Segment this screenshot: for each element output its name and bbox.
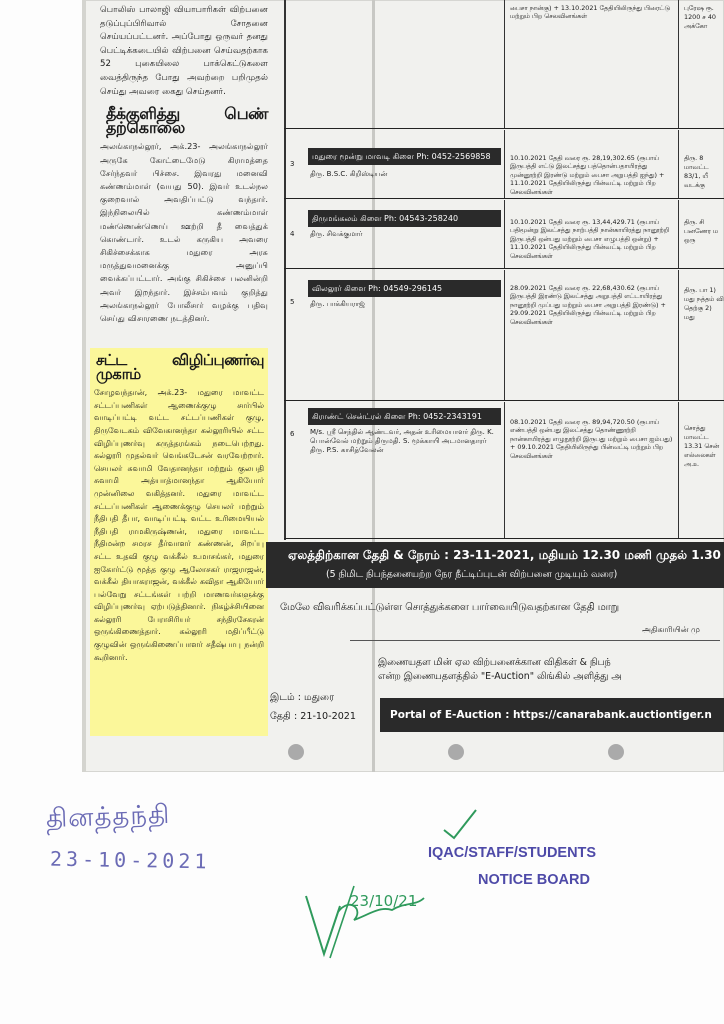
viewing-line: மேலே விவரிக்கப்பட்டுள்ள சொத்துக்களை பார்வையிடுவதற்கான தேதி மாறு [280, 602, 619, 613]
row-number: 4 [290, 230, 295, 238]
row-property: திரு. பா 1) மது நத்தம் வி தெற்கு 2) மது [684, 286, 724, 321]
column-divider [504, 402, 505, 538]
rule-divider [350, 640, 720, 641]
signature-icon [300, 866, 430, 966]
column-divider [678, 0, 679, 128]
auction-date-line: ஏலத்திற்கான தேதி & நேரம் : 23-11-2021, மதியம் 12.30 மணி முதல் 1.30 [288, 548, 721, 562]
table-row-top [284, 0, 724, 129]
handwritten-paper-date: 23-10-2021 [49, 846, 211, 874]
handwritten-paper-name: தினத்தந்தி [45, 799, 171, 835]
row-amount: 08.10.2021 தேதி வரை ரூ. 89,94,720.50 (ரூபாய் எண்பத்தி ஒன்பது இலட்சத்து தொண்ணூற்றி நான்காயிரத்து எழுநூற்றி இருபது மற்றும் பைசா ஐம்பது) + 09.10.2021 தேதியிலிருந்து பின்வட்டி மற்றும் பிற செலவினங்கள் [510, 418, 673, 460]
table-row [284, 130, 724, 199]
punch-hole [288, 744, 304, 760]
row-amount: பைசா நான்கு) + 13.10.2021 தேதியிலிருந்து பிரைட்டு மற்றும் பிற செலவினங்கள் [510, 4, 671, 21]
punch-hole [448, 744, 464, 760]
row-amount: 10.10.2021 தேதி வரை ரூ. 13,44,429.71 (ரூபாய் பதிமூன்று இலட்சத்து நாற்பத்தி நான்காயிரத்து நானூற்றி இருபத்தி ஒன்பது மற்றும் பைசா எழுபத்தி ஒன்று) + 11.10.2021 தேதியிலிருந்து பின்வட்டி மற்றும் பிற செலவினங்கள் [510, 218, 670, 260]
stamp-line-2: NOTICE BOARD [478, 872, 590, 888]
branch-heading: கிராண்ட் சென்ட்ரல் கிளை Ph: 0452-2343191 [308, 408, 501, 425]
paper-fold [82, 0, 86, 772]
story-2: அலங்காநல்லூர், அக்.23- அலங்காநல்லூர் அருகே கோட்டைமேடு கிராமத்தை சேர்ந்தவர் பிச்சை. இவரது மனைவி கண்ணம்மாள் (வயது 50). இவர் உடல்நல குறைவால் அவதிப்பட்டு வந்தார். இந்நிலையில் கண்ணம்மாள் மண்ணெண்ணெய் ஊற்றி தீ வைத்துக் கொண்டார். உடல் கருகிய அவரை சிகிச்சைக்காக மதுரை அரசு மருத்துவமனைக்கு அனுப்பி வைக்கப்பட்டார். அங்கு சிகிச்சை பலனின்றி அவர் இறந்தார். இச்சம்பவம் குறித்து அலங்காநல்லூர் போலீசார் வழக்கு பதிவு செய்து விசாரணை நடத்தினர். [100, 141, 268, 323]
signature-date-text: 23/10/21 [350, 892, 418, 910]
borrower-name: M/s. ஸ்ரீ செந்தில் ஆண்டவர், அதன் உரிமையாளர் திரு. K. பொன்வேல் மற்றும் திருமதி. S. மூக்காயி அடமானதாரர் திரு. P.S. காசித்வேலன் [310, 428, 494, 454]
place-label: இடம் : மதுரை [270, 692, 335, 703]
column-divider [504, 0, 505, 128]
portal-banner: Portal of E-Auction : https://canarabank.auctiontiger.n [380, 698, 724, 732]
row-amount: 10.10.2021 தேதி வரை ரூ. 28,19,302.65 (ரூபாய் இருபத்தி எட்டு இலட்சத்து பத்தொன்பதாயிரத்து முன்னூற்றி இரண்டு மற்றும் பைசா அறுபத்தி ஐந்து) + 11.10.2021 தேதியிலிருந்து பின்வட்டி மற்றும் பிற செலவினங்கள் [510, 154, 665, 196]
date-label: தேதி : 21-10-2021 [270, 711, 357, 722]
branch-heading: மதுரை மூன்று மாவடி கிளை Ph: 0452-2569858 [308, 148, 501, 165]
news-column [100, 4, 268, 325]
column-divider [678, 402, 679, 538]
punch-hole [608, 744, 624, 760]
column-divider [504, 270, 505, 400]
column-divider [678, 270, 679, 400]
row-property: சொத்து மாவட்ட 13.31 சென் எல்லைகள் அ.உ [684, 424, 720, 468]
borrower-name: திரு. பாக்கியராஜ் [310, 300, 365, 308]
row-number: 3 [290, 160, 295, 168]
borrower-name: திரு. B.S.C. கிறிஸ்டியன் [310, 170, 388, 178]
column-divider [678, 130, 679, 198]
table-row [284, 402, 724, 539]
headline-legal-awareness: சட்ட விழிப்புணர்வு முகாம் [96, 351, 264, 383]
row-property: திரு. சி பனணேர ம ஒரு [684, 218, 719, 244]
tick-mark-icon [440, 804, 480, 844]
column-divider [504, 130, 505, 198]
row-amount: 28.09.2021 தேதி வரை ரூ. 22,68,430.62 (ரூபாய் இருபத்தி இரண்டு இலட்சத்து அறுபத்தி எட்டாயிரத்து நானூற்றி முப்பது மற்றும் பைசா அறுபத்தி இரண்டு) + 29.09.2021 தேதியிலிருந்து பின்வட்டி மற்றும் பிற செலவினங்கள் [510, 284, 666, 326]
row-number: 6 [290, 430, 295, 438]
auction-rules [378, 656, 622, 684]
branch-heading: விலலூர் கிளை Ph: 04549-296145 [308, 280, 501, 297]
branch-heading: திருமங்கலம் கிளை Ph: 04543-258240 [308, 210, 501, 227]
auction-table [284, 0, 724, 540]
table-row [284, 200, 724, 269]
story-1-tail: பொலிஸ் பாலாஜி வியாபாரிகள் விற்பனை தடுப்புப்பிரிவால் சோதனை செய்யப்பட்டனர். அப்போது ஒருவர் தனது பெட்டிக்கடையில் விற்பனை செய்வதற்காக 52 புகையிலை பாக்கெட்டுகளை வைத்திருந்த போது அவற்றை பறிமுதல் செய்து அவரை கைது செய்தனர். [100, 5, 268, 97]
stamp-line-1: IQAC/STAFF/STUDENTS [428, 845, 597, 861]
highlighted-story [90, 348, 268, 736]
rules-line-2: என்ற இணையதளத்தில் "E-Auction" லிங்கில் அளித்து அ [378, 671, 622, 682]
story-3: சோழவந்தான், அக்.23- மதுரை மாவட்ட சட்டப்பணிகள் ஆணைக்குழு சார்பில் வாடிப்பட்டி வட்ட சட்டப்பணிகள் குழு, திருவேடகம் விவேகானந்தா கல்லூரியில் சட்ட விழிப்புணர்வு கருத்தரங்கம் நடைபெற்றது. கல்லூரி முதல்வர் வெங்கடேசன் வரவேற்றார். செயலர் சுவாமி வேதானந்தா மற்றும் குலபதி சுவாமி அத்யாத்மானந்தா ஆகியோர் முன்னிலை வகித்தனர். மதுரை மாவட்ட சட்டப்பணிகள் ஆணைக்குழு செயலர் மற்றும் நீதிபதி தீபா, வாடிப்பட்டி வட்ட உரிமையியல் நீதிபதி ராமகிருஷ்ணன், மதுரை மாவட்ட நீதிமன்ற சமரச தீர்வாளர் கண்ணன், சிறப்பு சட்ட உதவி குழு வக்கீல் உமாசங்கர், மதுரை ஐகோர்ட்டு மூத்த குழு ஆலோசகர் ராஜராஜன், வக்கீல் தியாகராஜன், வக்கீல் கவிதா ஆகியோர் பல்வேறு சட்டங்கள் பற்றி மாணவர்களுக்கு விழிப்புணர்வு ஏற்படுத்தினார். நிகழ்ச்சியினை கல்லூரி பேராசிரியர் சந்திரசேகரன் ஒருங்கிணைத்தார். கல்லூரி மதிப்பீட்டு குழுவின் ஒருங்கிணைப்பாளர் சதீஷ்பாபு நன்றி கூறினார். [94, 388, 264, 662]
auction-date-banner [266, 542, 724, 588]
headline-self-immolation: தீக்குளித்து பெண் தற்கொலை [106, 104, 268, 137]
column-divider [504, 200, 505, 268]
auction-sub-line: (5 நிமிட நிபந்தனையற்ற நேர நீட்டிப்புடன் விற்பனை முடியும் வரை) [326, 569, 618, 580]
row-number: 5 [290, 298, 295, 306]
notice-board-stamp [428, 840, 648, 894]
column-divider [678, 200, 679, 268]
table-row [284, 270, 724, 401]
borrower-name: திரு. சிவக்குமார் [310, 230, 363, 238]
officer-label: அதிகாரியின் மு [642, 625, 700, 634]
place-date-block [270, 688, 356, 726]
row-property: புரேஷ ரூ. 1200 ச 40 அக்கோ [684, 4, 716, 30]
rules-line-1: இணையதள மின் ஏல விற்பனைக்கான விதிகள் & நிபந் [378, 657, 611, 668]
row-property: திரு. 8 மாவட்ட 83/1, யீ வடக்கு [684, 154, 709, 189]
newspaper-clipping [82, 0, 724, 772]
